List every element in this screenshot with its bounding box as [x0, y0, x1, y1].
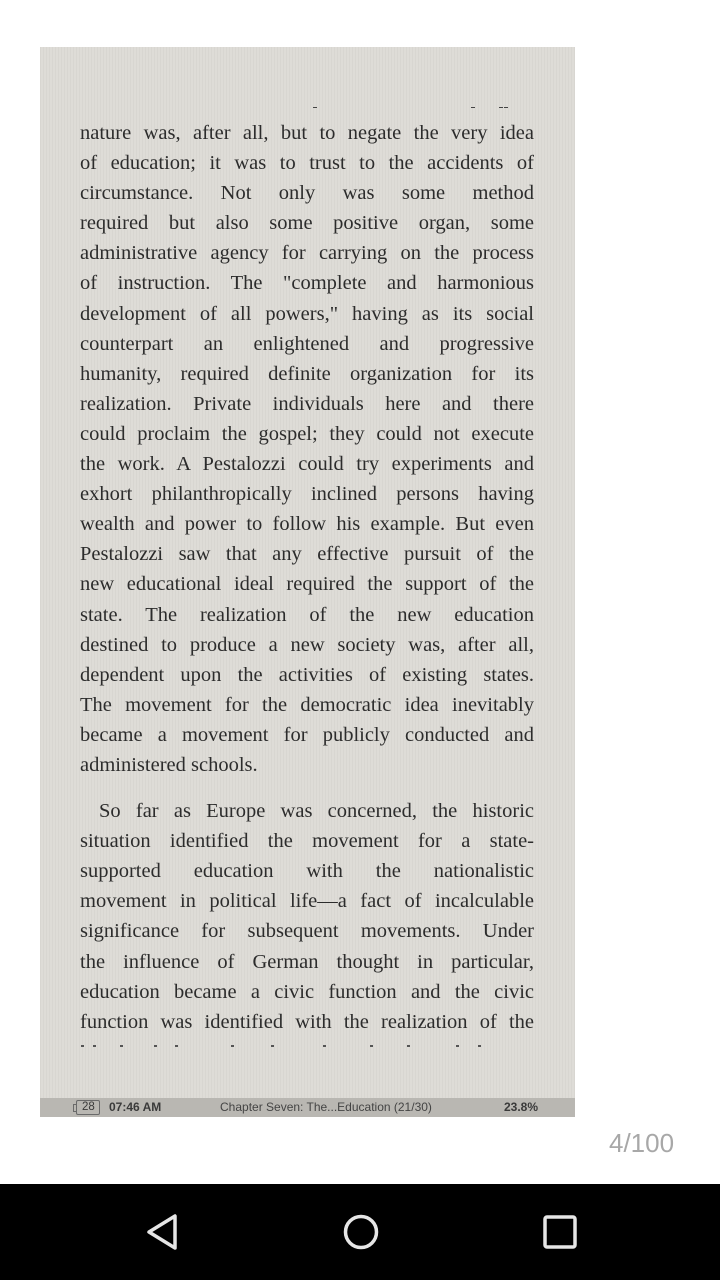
- text-line: new educational ideal required the support of the: [80, 573, 534, 596]
- text-line: administered schools.: [80, 753, 258, 776]
- clock-time: 07:46 AM: [109, 1100, 162, 1114]
- text-line: wealth and power to follow his example. But even: [80, 513, 534, 536]
- text-line: administrative agency for carrying on the process: [80, 242, 534, 265]
- text-line: counterpart an enlightened and progressive: [80, 332, 534, 355]
- text-line: the work. A Pestalozzi could try experiments and: [80, 453, 534, 476]
- text-line: could proclaim the gospel; they could not execute: [80, 422, 534, 445]
- text-line: of instruction. The "complete and harmonious: [80, 272, 534, 295]
- reading-progress: 23.8%: [504, 1100, 539, 1114]
- text-line: realization. Private individuals here and there: [80, 392, 534, 415]
- paragraph-2: [80, 796, 534, 1037]
- home-circle-icon: [339, 1210, 383, 1254]
- text-line: required but also some positive organ, some: [80, 212, 534, 235]
- text-line: situation identified the movement for a state-: [80, 830, 534, 853]
- text-line: development of all powers," having as its social: [80, 302, 534, 325]
- text-line: became a movement for publicly conducted and: [80, 723, 534, 746]
- reader-page[interactable]: [40, 47, 575, 1117]
- text-line: So far as Europe was concerned, the historic: [99, 800, 534, 823]
- text-line: circumstance. Not only was some method: [80, 182, 534, 205]
- back-button[interactable]: [141, 1210, 185, 1254]
- text-line: of education; it was to trust to the accidents of: [80, 152, 534, 175]
- back-triangle-icon: [141, 1210, 185, 1254]
- text-line: dependent upon the activities of existing states.: [80, 663, 534, 686]
- paragraph-1: [80, 118, 534, 780]
- reader-status-bar: [40, 1098, 575, 1117]
- home-button[interactable]: [339, 1210, 383, 1254]
- clipped-next-line: [80, 1042, 534, 1050]
- clipped-previous-line: [80, 105, 534, 111]
- text-line: Pestalozzi saw that any effective pursuit of the: [80, 543, 534, 566]
- text-line: state. The realization of the new education: [80, 603, 534, 626]
- chapter-title: Chapter Seven: The...Education (21/30): [220, 1100, 432, 1114]
- text-line: movement in political life—a fact of incalculable: [80, 890, 534, 913]
- text-line: function was identified with the realization of the: [80, 1010, 534, 1033]
- text-line: the influence of German thought in particular,: [80, 950, 534, 973]
- text-line: destined to produce a new society was, after all,: [80, 633, 534, 656]
- text-line: supported education with the nationalistic: [80, 860, 534, 883]
- recents-square-icon: [538, 1210, 582, 1254]
- book-text: [80, 118, 534, 1037]
- text-line: nature was, after all, but to negate the very idea: [80, 122, 534, 144]
- battery-level: 28: [76, 1100, 100, 1115]
- text-line: humanity, required definite organization for its: [80, 362, 534, 385]
- recents-button[interactable]: [538, 1210, 582, 1254]
- android-nav-bar: [0, 1184, 720, 1280]
- text-line: The movement for the democratic idea inevitably: [80, 693, 534, 716]
- text-line: education became a civic function and the civic: [80, 980, 534, 1003]
- page-counter: 4/100: [609, 1128, 675, 1158]
- text-line: exhort philanthropically inclined persons having: [80, 483, 534, 506]
- text-line: significance for subsequent movements. Under: [80, 920, 534, 943]
